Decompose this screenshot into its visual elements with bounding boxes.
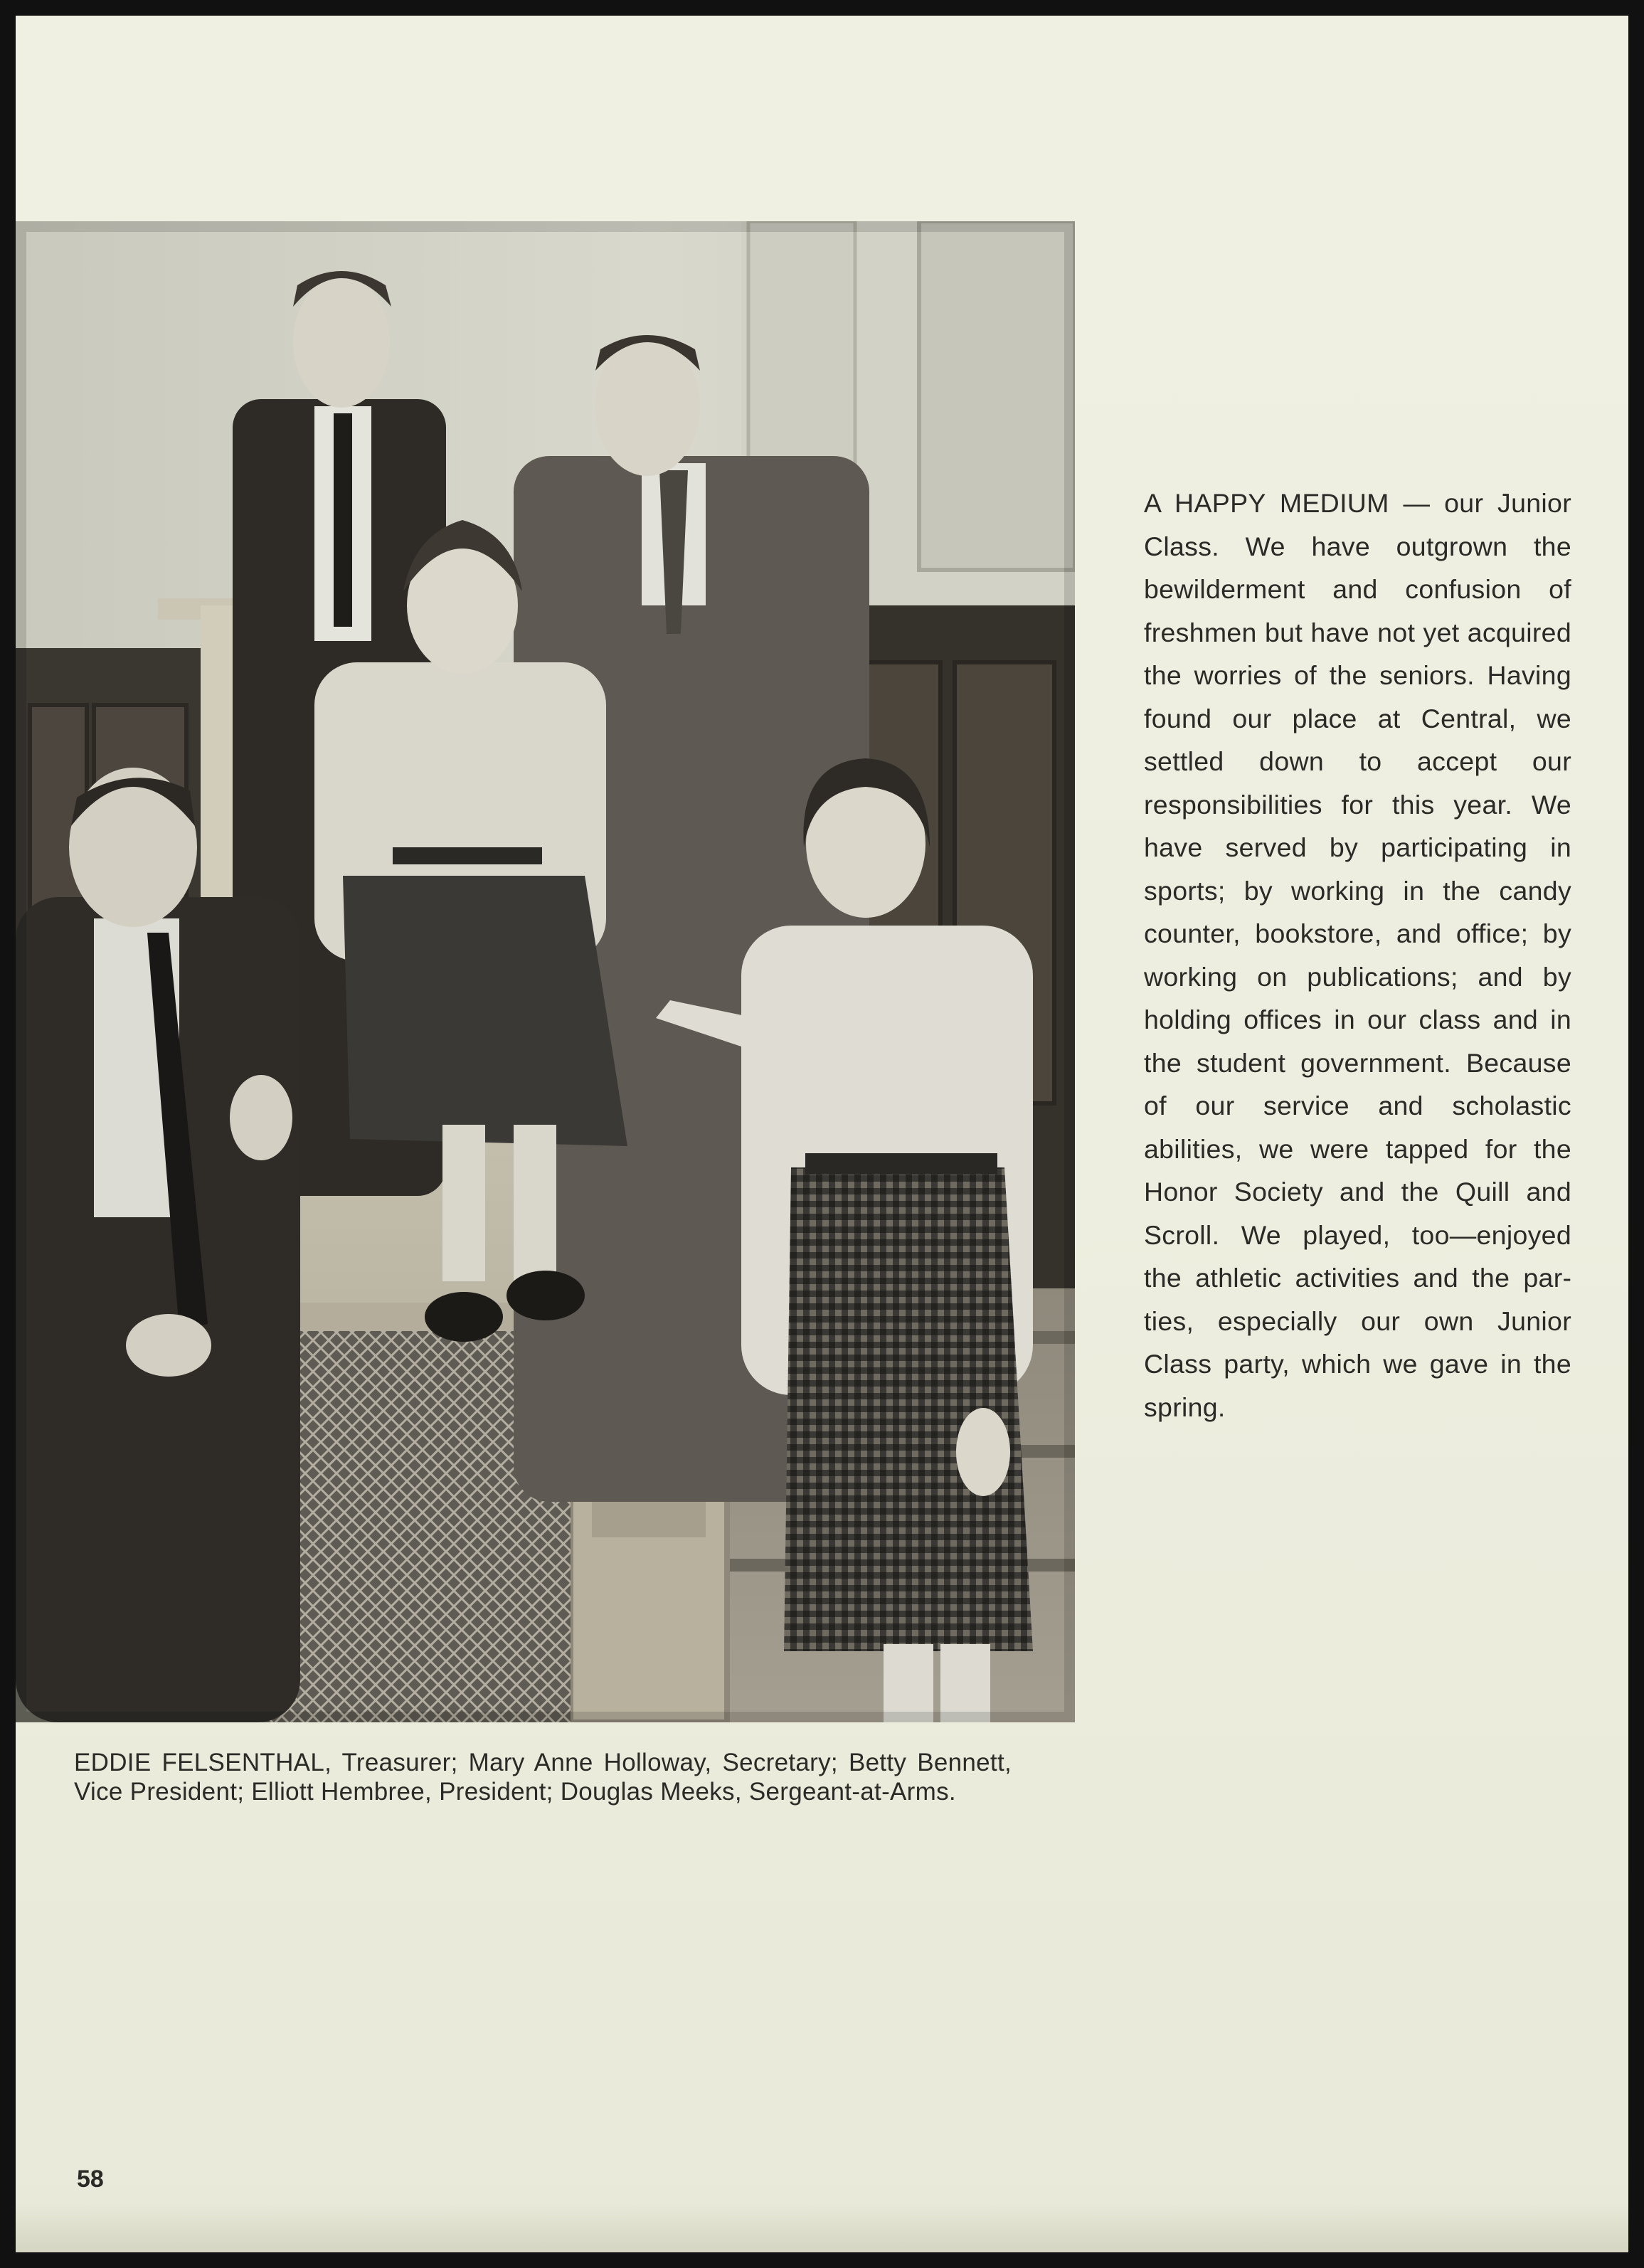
article-body: A HAPPY MEDIUM — our Junior Class. We have outgrown the bewilderment and confusion of freshmen but have not yet acquired the worries of the seniors. Having found our place at Central, we settled down to accept our responsibilities for this year. We have served by participating in sports; by working in the candy counter, bookstore, and office; by working on publications; and by holding offices in our class and in the student government. Because of our service and scholastic abilities, we were tapped for the Honor Society and the Quill and Scroll. We played, too—enjoyed the athletic activities and the parties, especially our own Junior Class party, which we gave in the spring. [1144, 488, 1571, 1422]
page-edge-shadow [16, 2203, 1628, 2252]
class-officers-photo [16, 221, 1075, 1722]
page-number: 58 [77, 2166, 104, 2193]
photo-illustration [16, 221, 1075, 1722]
photo-caption: EDDIE FELSENTHAL, Treasurer; Mary Anne Holloway, Secretary; Betty Bennett, Vice President; Elliott Hembree, President; Douglas Meeks, Sergeant-at-Arms. [74, 1749, 1012, 1806]
yearbook-page [16, 16, 1628, 2252]
